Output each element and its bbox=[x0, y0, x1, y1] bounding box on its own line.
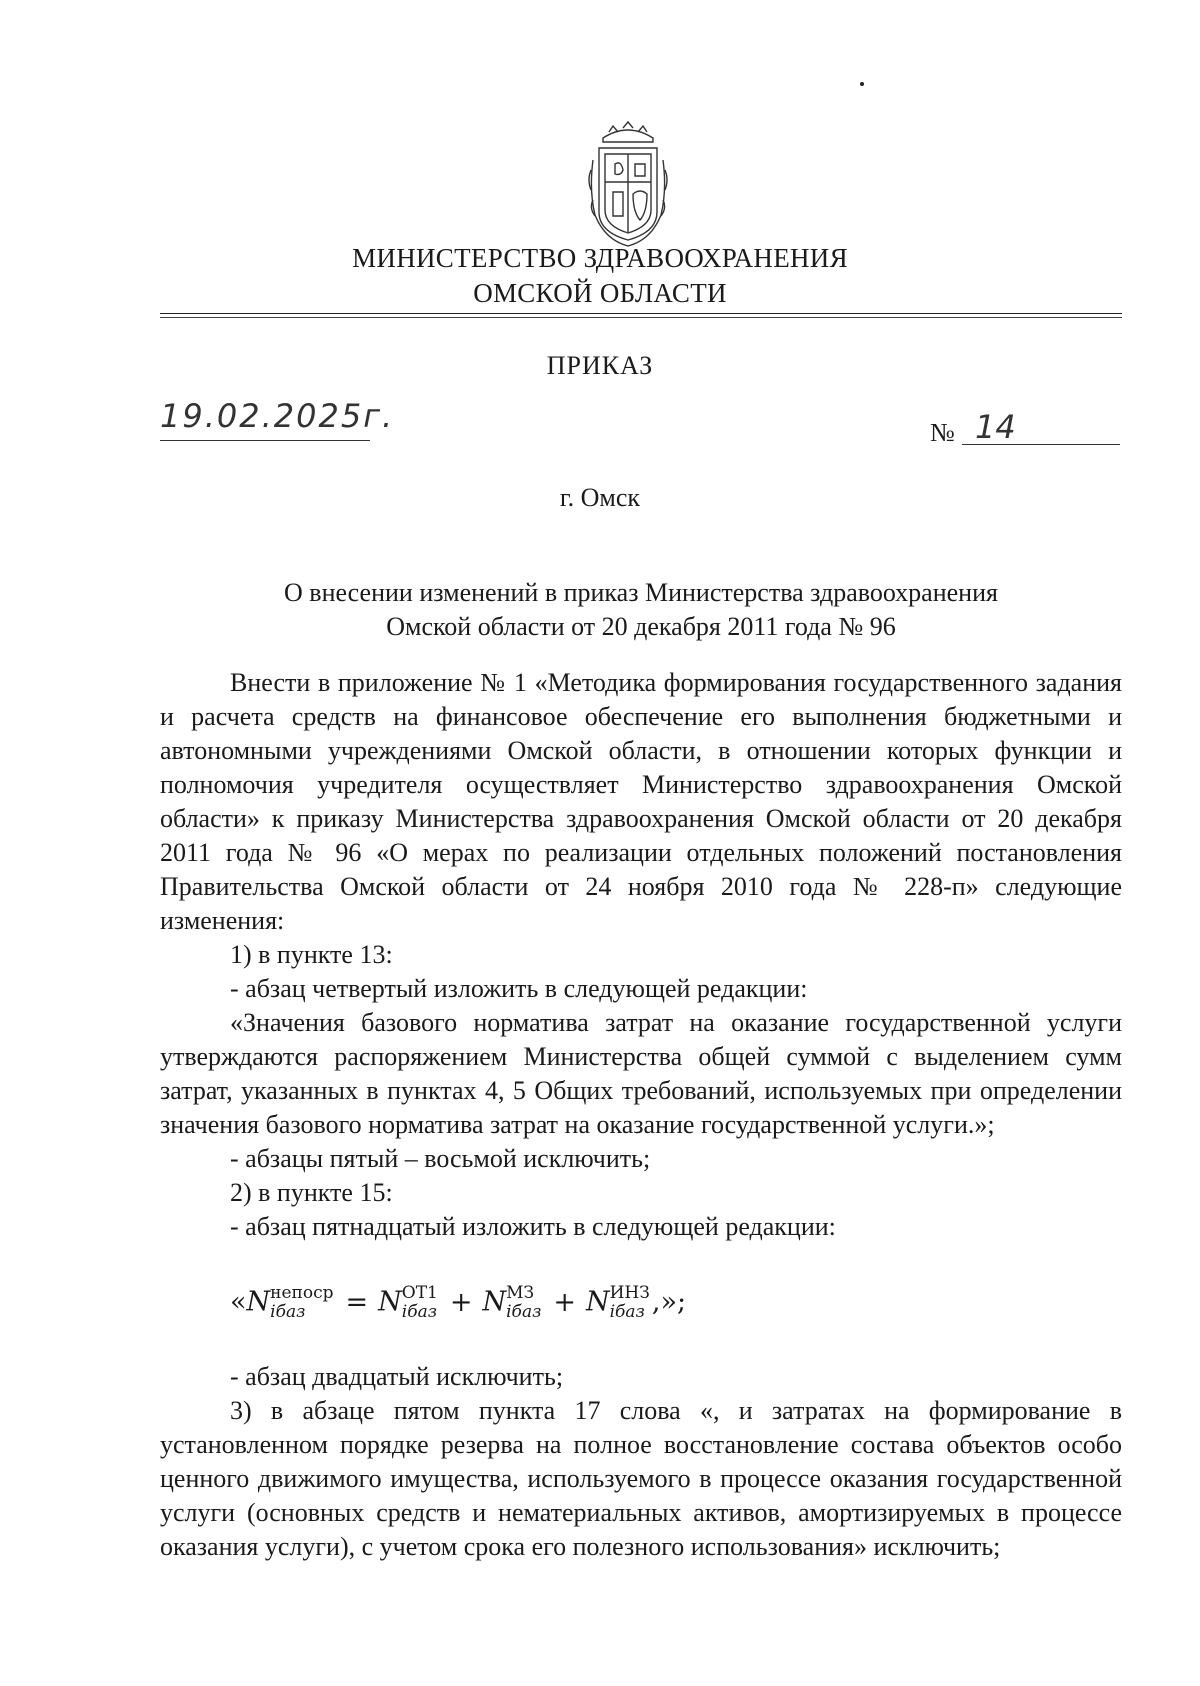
formula bbox=[230, 1284, 686, 1322]
formula-open-quote: « bbox=[230, 1286, 247, 1318]
item-1: 1) в пункте 13: bbox=[230, 940, 393, 969]
formula-n4: N bbox=[585, 1286, 610, 1318]
item-3: 3) в абзаце пятом пункта 17 слова «, и затратах на формирование в установленном порядке резерва на полное восстановление состава объектов особо ценного движимого имущества, используемого в процессе оказания государственной услуги (основных средств и нематериальных активов, амортизируемых в процессе оказания услуги), с учетом срока его полезного использования» исключить; bbox=[160, 1396, 1122, 1561]
formula-t1-sub: iбаз bbox=[270, 1302, 306, 1322]
formula-close: ,»; bbox=[651, 1286, 687, 1318]
number-label: № bbox=[930, 418, 955, 447]
formula-t3-sup: МЗ bbox=[506, 1283, 535, 1303]
number-underline bbox=[962, 444, 1120, 445]
formula-n3: N bbox=[482, 1286, 507, 1318]
city: г. Омск bbox=[559, 483, 641, 512]
item-2-a: - абзац пятнадцатый изложить в следующей редакции: bbox=[230, 1212, 836, 1241]
intro-paragraph: Внести в приложение № 1 «Методика формирования государственного задания и расчета средств на финансовое обеспечение его выполнения бюджетными и автономными учреждениями Омской области, в отношении которых функции и полномочия учредителя осуществляет Министерство здравоохранения Омской области» к приказу Министерства здравоохранения Омской области от 20 декабря 2011 года № 96 «О мерах по реализации отдельных положений постановления Правительства Омской области от 24 ноября 2010 года № 228-п» следующие изменения: bbox=[160, 668, 1122, 935]
item-1-quote: «Значения базового норматива затрат на оказание государственной услуги утверждаются распоряжением Министерства общей суммой с выделением сумм затрат, указанных в пунктах 4, 5 Общих требований, используемых при определении значения базового норматива затрат на оказание государственной услуги.»; bbox=[160, 1008, 1122, 1139]
header-divider-thin bbox=[160, 317, 1122, 318]
item-2-b: - абзац двадцатый исключить; bbox=[230, 1362, 564, 1391]
subject-line1: О внесении изменений в приказ Министерства здравоохранения bbox=[284, 578, 998, 607]
date-underline bbox=[160, 440, 370, 441]
formula-t2-sub: iбаз bbox=[401, 1302, 438, 1322]
ministry-name-line1: МИНИСТЕРСТВО ЗДРАВООХРАНЕНИЯ bbox=[352, 243, 848, 273]
item-1-a: - абзац четвертый изложить в следующей редакции: bbox=[230, 974, 808, 1003]
formula-t4-sup: ИНЗ bbox=[609, 1283, 650, 1303]
formula-plus2: + bbox=[553, 1286, 576, 1318]
coat-of-arms-icon bbox=[585, 120, 671, 248]
formula-plus1: + bbox=[449, 1286, 473, 1318]
order-date: 19.02.2025г. bbox=[160, 397, 395, 435]
item-2: 2) в пункте 15: bbox=[230, 1178, 393, 1207]
ministry-name-line2: ОМСКОЙ ОБЛАСТИ bbox=[473, 278, 727, 308]
subject-line2: Омской области от 20 декабря 2011 года № 96 bbox=[386, 612, 896, 641]
formula-equals: = bbox=[345, 1286, 369, 1318]
formula-n1: N bbox=[246, 1286, 271, 1318]
formula-t3-sub: iбаз bbox=[506, 1302, 542, 1322]
formula-n2: N bbox=[378, 1286, 402, 1318]
order-number: 14 bbox=[975, 408, 1016, 446]
document-type: ПРИКАЗ bbox=[546, 351, 654, 380]
header-divider bbox=[160, 313, 1122, 314]
order-body-continued bbox=[160, 1360, 1122, 1564]
scan-dot bbox=[860, 82, 864, 86]
order-subject bbox=[160, 576, 1122, 644]
order-body bbox=[160, 666, 1122, 1244]
item-1-b: - абзацы пятый – восьмой исключить; bbox=[230, 1144, 651, 1173]
formula-t2-sup: ОТ1 bbox=[401, 1283, 438, 1303]
formula-t4-sub: iбаз bbox=[609, 1302, 645, 1322]
formula-t1-sup: непоср bbox=[270, 1283, 334, 1303]
